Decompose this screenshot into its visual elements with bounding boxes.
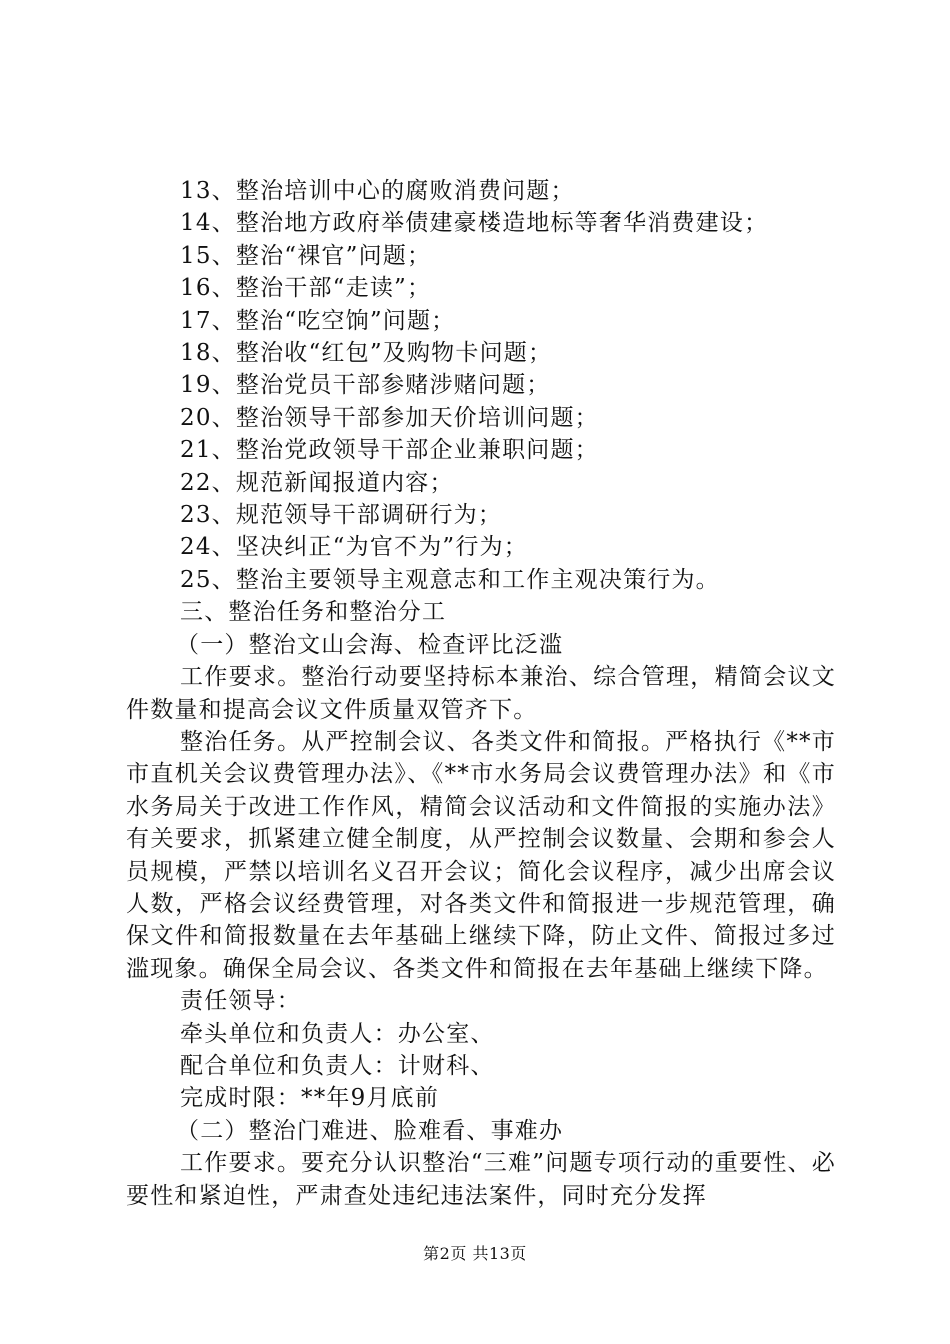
deadline: 完成时限：**年9月底前 [180,1085,440,1112]
subsection-heading: （一）整治文山会海、检查评比泛滥 [176,631,564,658]
list-item: 22、规范新闻报道内容； [180,469,454,496]
support-unit: 配合单位和负责人：计财科、 [180,1052,495,1079]
list-item: 16、整治干部“走读”； [180,275,432,302]
work-requirement-paragraph: 工作要求。整治行动要坚持标本兼治、综合管理，精简会议文件数量和提高会议文件质量双管齐下。 [126,664,836,723]
section-heading: 三、整治任务和整治分工 [180,599,447,626]
page-footer: 第2页 共13页 [423,1244,527,1263]
list-item: 13、整治培训中心的腐败消费问题； [180,178,575,204]
task-paragraph: 整治任务。从严控制会议、各类文件和简报。严格执行《**市市直机关会议费管理办法》、《**市水务局会议费管理办法》和《市水务局关于改进工作作风，精简会议活动和文件简报的实施办法》有关要求，抓紧建立健全制度，从严控制会议数量、会期和参会人员规模，严禁以培训名义召开会议；简化会议程序，减少出席会议人数，严格会议经费管理，对各类文件和简报进一步规范管理，确保文件和简报数量在去年基础上继续下降，防止文件、简报过多过滥现象。确保全局会议、各类文件和简报在去年基础上继续下降。 [126,728,836,982]
list-item: 25、整治主要领导主观意志和工作主观决策行为。 [180,566,720,593]
lead-unit: 牵头单位和负责人：办公室、 [180,1020,495,1047]
list-item: 20、整治领导干部参加天价培训问题； [180,404,599,431]
list-item: 21、整治党政领导干部企业兼职问题； [180,437,599,464]
list-item: 17、整治“吃空饷”问题； [180,307,456,334]
work-requirement-paragraph: 工作要求。要充分认识整治“三难”问题专项行动的重要性、必要性和紧迫性，严肃查处违纪违法案件，同时充分发挥 [126,1150,836,1209]
document-body [126,175,836,1212]
list-item: 19、整治党员干部参赌涉赌问题； [180,372,551,399]
list-item: 14、整治地方政府举债建豪楼造地标等奢华消费建设； [180,210,769,237]
list-item: 24、坚决纠正“为官不为”行为； [180,534,528,561]
responsible-leader: 责任领导： [180,988,301,1015]
list-item: 15、整治“裸官”问题； [180,242,432,269]
list-item: 23、规范领导干部调研行为； [180,502,503,529]
list-item: 18、整治收“红包”及购物卡问题； [180,340,553,367]
subsection-heading: （二）整治门难进、脸难看、事难办 [176,1117,564,1144]
